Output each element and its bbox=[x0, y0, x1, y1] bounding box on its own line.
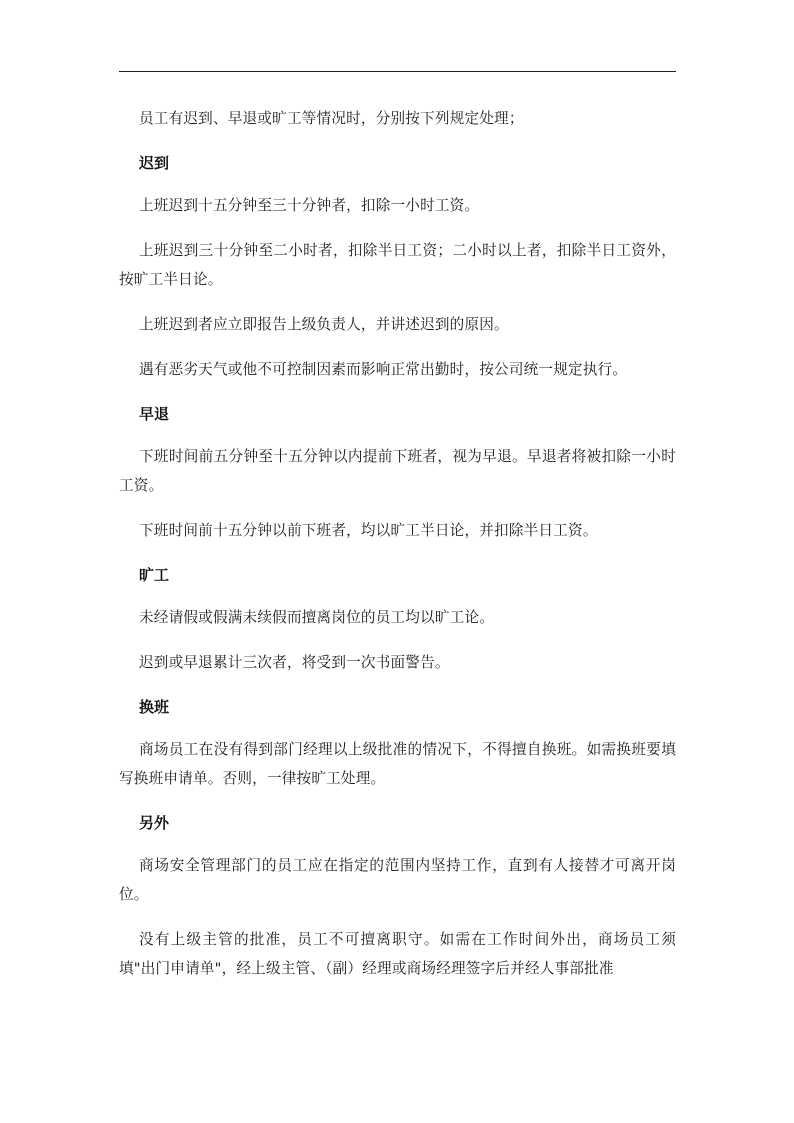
late-rule-4: 遇有恶劣天气或他不可控制因素而影响正常出勤时，按公司统一规定执行。 bbox=[139, 361, 628, 378]
shift-swap-rule-1: 商场员工在没有得到部门经理以上级批准的情况下，不得擅自换班。如需换班要填写换班申请单。否则，一律按旷工处理。 bbox=[119, 741, 676, 787]
late-rule-3: 上班迟到者应立即报告上级负责人，并讲述迟到的原因。 bbox=[139, 316, 509, 333]
intro-paragraph: 员工有迟到、早退或旷工等情况时，分别按下列规定处理； bbox=[139, 110, 524, 127]
section-heading-shift-swap: 换班 bbox=[139, 698, 170, 716]
leave-early-rule-2: 下班时间前十五分钟以前下班者，均以旷工半日论，并扣除半日工资。 bbox=[139, 522, 598, 539]
absence-rule-2: 迟到或早退累计三次者，将受到一次书面警告。 bbox=[139, 654, 450, 671]
additional-rule-1: 商场安全管理部门的员工应在指定的范围内坚持工作，直到有人接替才可离开岗位。 bbox=[119, 857, 676, 903]
leave-early-rule-1: 下班时间前五分钟至十五分钟以内提前下班者，视为早退。早退者将被扣除一小时工资。 bbox=[119, 448, 676, 494]
section-heading-leave-early: 早退 bbox=[139, 405, 170, 423]
late-rule-1: 上班迟到十五分钟至三十分钟者，扣除一小时工资。 bbox=[139, 197, 480, 214]
section-heading-absence: 旷工 bbox=[139, 566, 170, 584]
section-heading-additional: 另外 bbox=[139, 814, 170, 832]
section-heading-late: 迟到 bbox=[139, 154, 170, 172]
header-rule bbox=[119, 71, 676, 72]
document-body bbox=[119, 104, 676, 999]
late-rule-2: 上班迟到三十分钟至二小时者，扣除半日工资；二小时以上者，扣除半日工资外，按旷工半日论。 bbox=[119, 242, 676, 288]
additional-rule-2: 没有上级主管的批准，员工不可擅离职守。如需在工作时间外出，商场员工须填"出门申请单"，经上级主管、（副）经理或商场经理签字后并经人事部批准 bbox=[119, 931, 676, 977]
absence-rule-1: 未经请假或假满未续假而擅离岗位的员工均以旷工论。 bbox=[139, 609, 495, 626]
